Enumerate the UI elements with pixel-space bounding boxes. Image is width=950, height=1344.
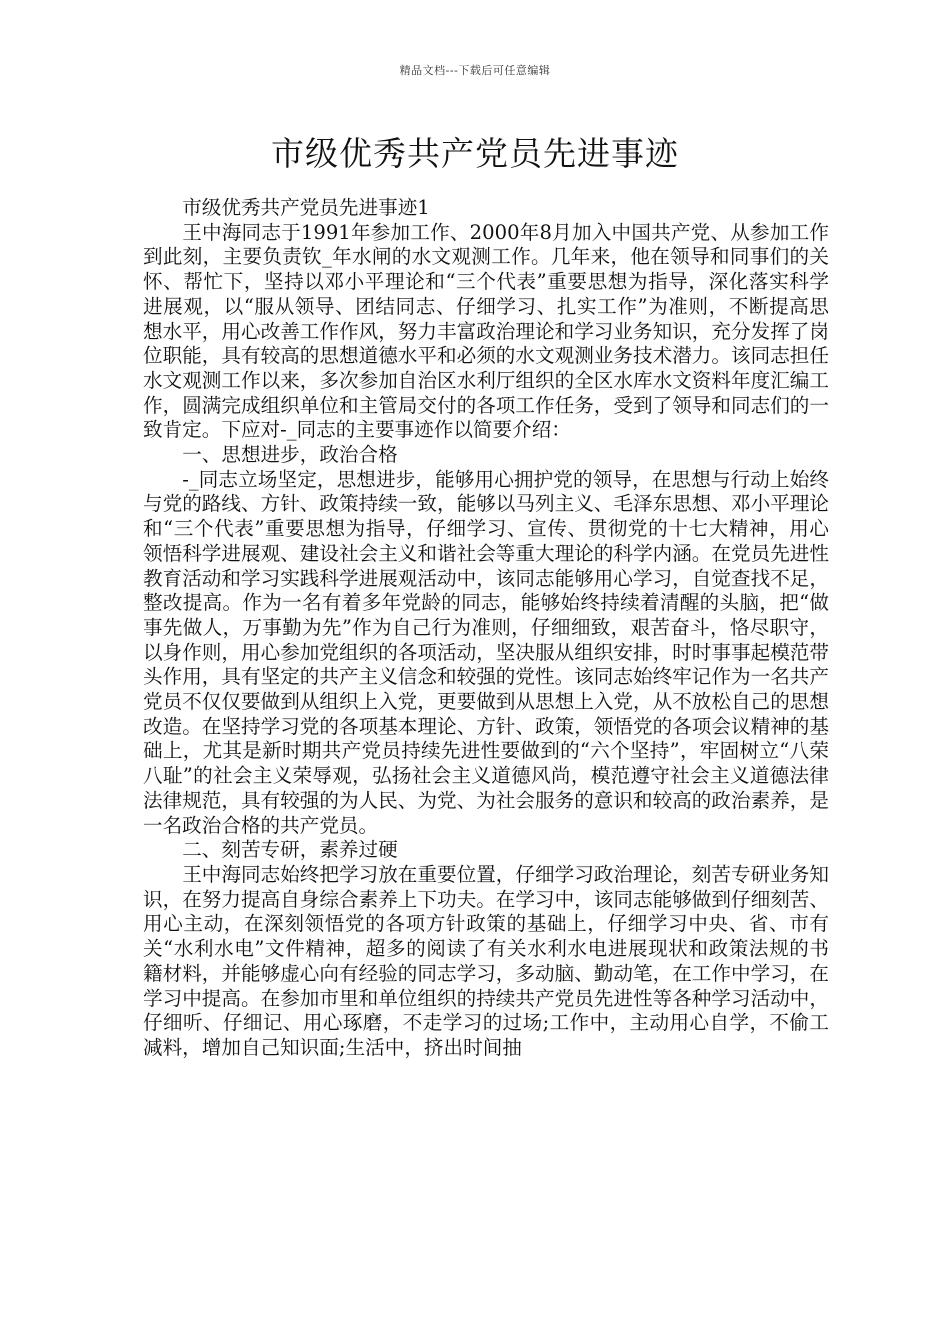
paragraph-section-2: 王中海同志始终把学习放在重要位置，仔细学习政治理论，刻苦专研业务知识，在努力提高自身综合素养上下功夫。在学习中，该同志能够做到仔细刻苦、用心主动，在深刻领悟党的各项方针政策的基础上，仔细学习中央、省、市有关“水利水电”文件精神，超多的阅读了有关水利水电进展现状和政策法规的书籍材料，并能够虚心向有经验的同志学习，多动脑、勤动笔，在工作中学习，在学习中提高。在参加市里和单位组织的持续共产党员先进性等各种学习活动中，仔细听、仔细记、用心琢磨，不走学习的过场;工作中，主动用心自学，不偷工减料，增加自己知识面;生活中，挤出时间抽 [143, 862, 829, 1059]
paragraph-subtitle: 市级优秀共产党员先进事迹1 [182, 196, 430, 219]
header-note: 精品文档---下载后可任意编辑 [399, 64, 551, 77]
document-title: 市级优秀共产党员先进事迹 [271, 134, 679, 173]
section-heading-2: 二、刻苦专研，素养过硬 [182, 838, 398, 862]
section-heading-1: 一、思想进步，政治合格 [182, 443, 398, 467]
paragraph-section-1: -_同志立场坚定，思想进步，能够用心拥护党的领导，在思想与行动上始终与党的路线、方针、政策持续一致，能够以马列主义、毛泽东思想、邓小平理论和“三个代表”重要思想为指导，仔细学习、宣传、贯彻党的十七大精神，用心领悟科学进展观、建设社会主义和谐社会等重大理论的科学内涵。在党员先进性教育活动和学习实践科学进展观活动中，该同志能够用心学习，自觉查找不足，整改提高。作为一名有着多年党龄的同志，能够始终持续着清醒的头脑，把“做事先做人，万事勤为先”作为自己行为准则，仔细细致，艰苦奋斗，恪尽职守，以身作则，用心参加党组织的各项活动，坚决服从组织安排，时时事事起模范带头作用，具有坚定的共产主义信念和较强的党性。该同志始终牢记作为一名共产党员不仅仅要做到从组织上入党，更要做到从思想上入党，从不放松自己的思想改造。在坚持学习党的各项基本理论、方针、政策，领悟党的各项会议精神的基础上，尤其是新时期共产党员持续先进性要做到的“六个坚持”，牢固树立“八荣八耻”的社会主义荣辱观，弘扬社会主义道德风尚，模范遵守社会主义道德法律法律规范，具有较强的为人民、为党、为社会服务的意识和较高的政治素养，是一名政治合格的共产党员。 [143, 467, 829, 837]
paragraph-intro: 王中海同志于1991年参加工作、2000年8月加入中国共产党、从参加工作到此刻，主要负责钦_年水闸的水文观测工作。几年来，他在领导和同事们的关怀、帮忙下，坚持以邓小平理论和“三个代表”重要思想为指导，深化落实科学进展观，以“服从领导、团结同志、仔细学习、扎实工作”为准则，不断提高思想水平，用心改善工作作风，努力丰富政治理论和学习业务知识，充分发挥了岗位职能，具有较高的思想道德水平和必须的水文观测业务技术潜力。该同志担任水文观测工作以来，多次参加自治区水利厅组织的全区水库水文资料年度汇编工作，圆满完成组织单位和主管局交付的各项工作任务，受到了领导和同志们的一致肯定。下应对-_同志的主要事迹作以简要介绍： [143, 220, 829, 442]
document-body [143, 196, 829, 1061]
